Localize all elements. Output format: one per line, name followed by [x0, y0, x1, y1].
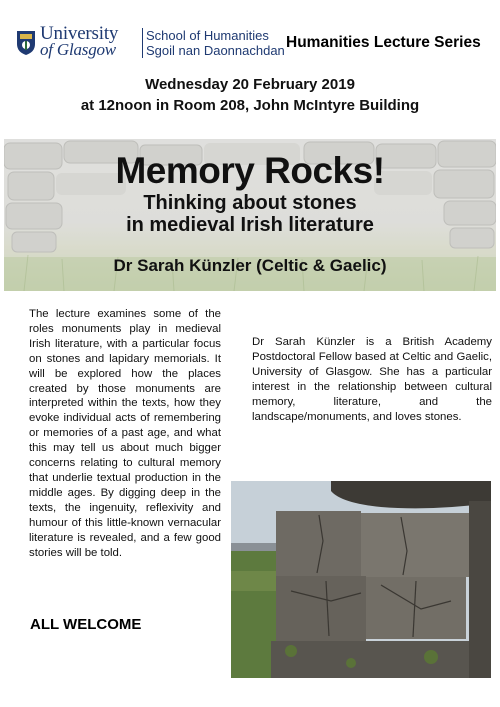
school-name-gaelic: Sgoil nan Daonnachdan: [146, 43, 285, 58]
lecture-subtitle-line2: in medieval Irish literature: [126, 214, 374, 236]
stone-monument-illustration: [231, 481, 491, 678]
lecture-title: Memory Rocks!: [115, 150, 385, 191]
stone-monument-photo: [231, 481, 491, 678]
speaker-bio: Dr Sarah Künzler is a British Academy Postdoctoral Fellow based at Celtic and Gaelic, University of Glasgow. She has a particular interest in the relationship between cultural memory, literature, and the landscape/monuments, and loves stones.: [252, 336, 492, 423]
school-name-english: School of Humanities: [146, 28, 269, 43]
university-name-line2: of Glasgow: [40, 40, 116, 59]
lecture-subtitle-line1: Thinking about stones: [143, 192, 357, 214]
university-wordmark: [40, 23, 119, 59]
lecture-abstract: The lecture examines some of the roles monuments play in medieval Irish literature, with a particular focus on stones and lapidary memorials. It will be explored how the places created by those monuments are interpreted within the texts, how they evoke individual acts of remembering or memories of a past age, and what this may tell us about much bigger concerns relating to cultural memory that underlie textual production in the middle ages. By digging deep in the texts, the ingenuity, reflexivity and humour of this little-known vernacular literature is revealed, and a few good stories will be told.: [29, 308, 221, 559]
university-crest-icon: [16, 30, 36, 56]
header-divider: [142, 28, 143, 58]
event-date: Wednesday 20 February 2019: [145, 76, 355, 93]
title-banner: [4, 139, 496, 291]
speaker-name: Dr Sarah Künzler (Celtic & Gaelic): [113, 256, 387, 275]
lecture-series-title: Humanities Lecture Series: [286, 34, 481, 51]
university-name-line1: University: [40, 23, 119, 44]
event-venue: at 12noon in Room 208, John McIntyre Building: [80, 97, 420, 114]
poster-header: [16, 23, 486, 66]
lecture-subtitle: [4, 192, 496, 236]
all-welcome-notice: ALL WELCOME: [30, 616, 142, 633]
school-name: [146, 28, 285, 58]
